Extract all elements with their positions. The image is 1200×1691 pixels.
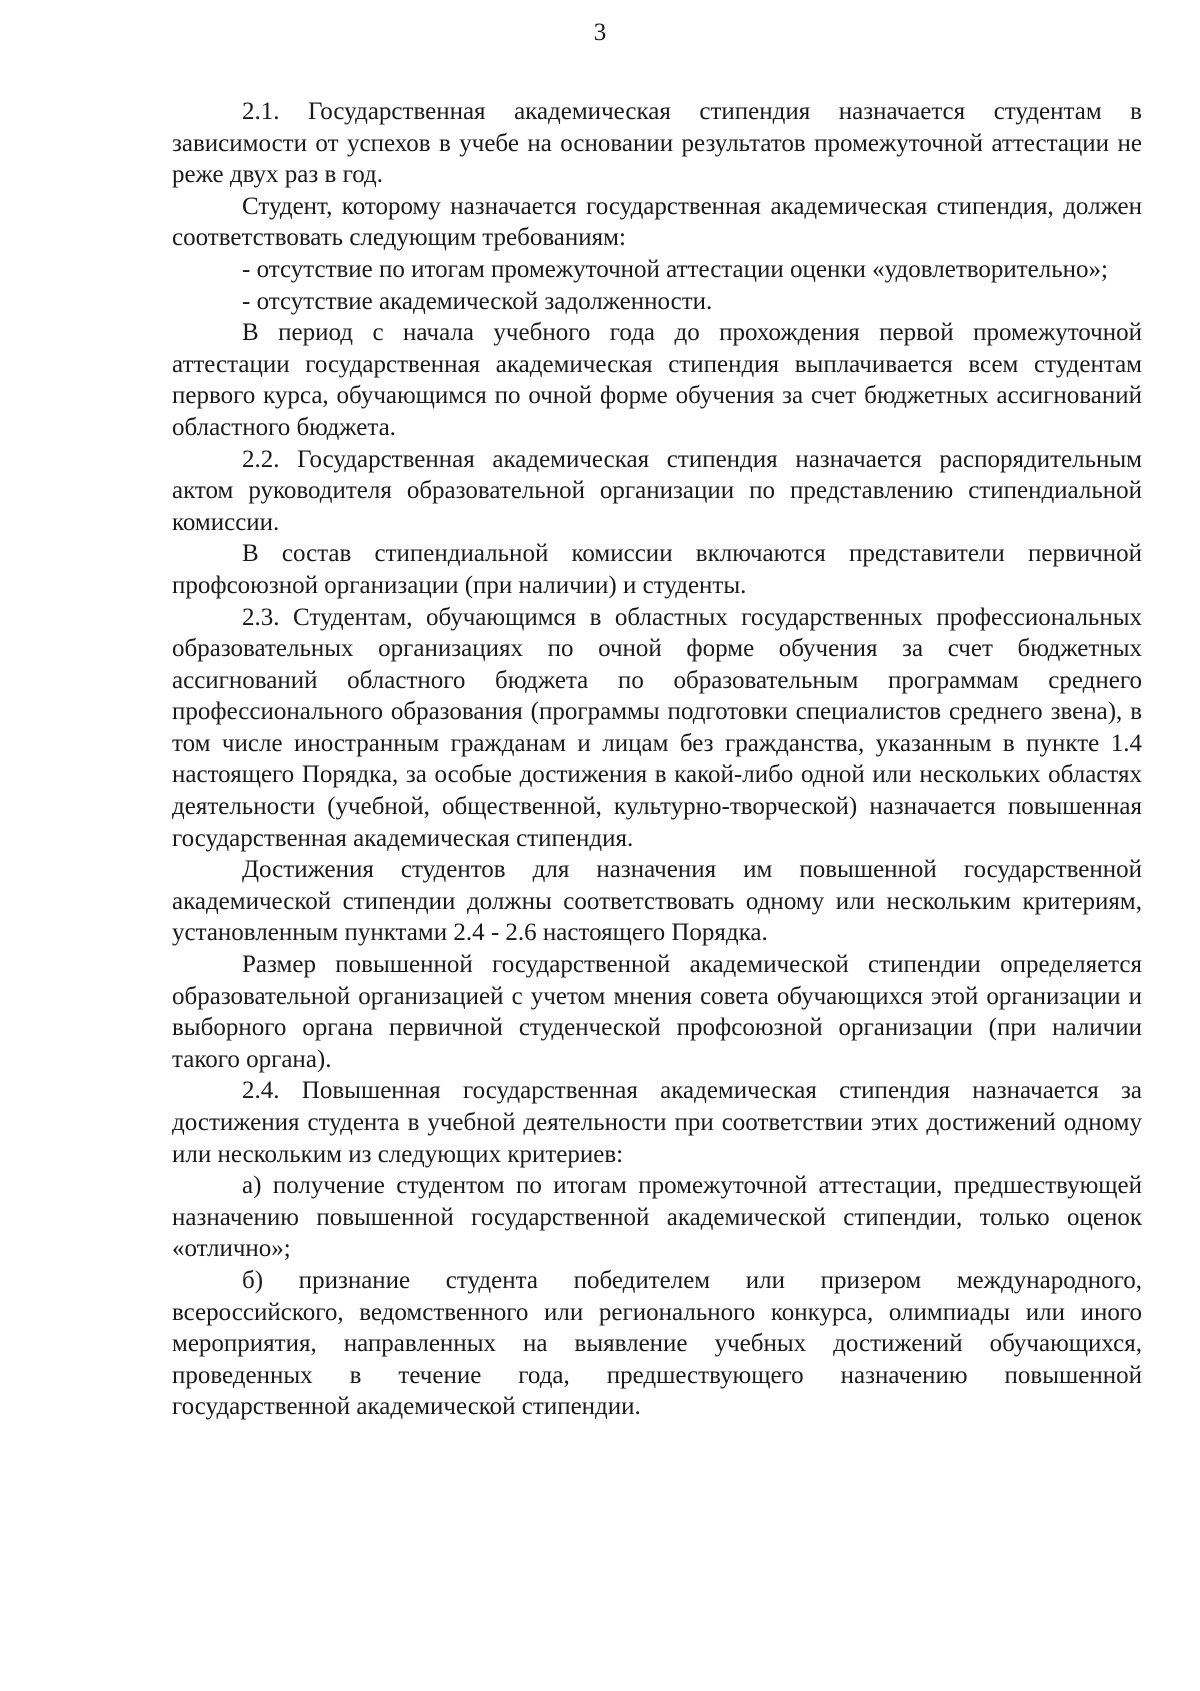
paragraph-2-4: 2.4. Повышенная государственная академическая стипендия назначается за достижения студента в учебной деятельности при соответствии этих достижений одному или нескольким из следующих критериев: — [172, 1077, 1142, 1168]
list-item-no-satisfactory-grades: - отсутствие по итогам промежуточной аттестации оценки «удовлетворительно»; — [242, 255, 1108, 283]
page-number: 3 — [593, 19, 607, 46]
paragraph-commission-composition: В состав стипендиальной комиссии включаются представители первичной профсоюзной организации (при наличии) и студенты. — [172, 540, 1142, 599]
list-item-b-competition-winner: б) признание студента победителем или призером международного, всероссийского, ведомственного или регионального конкурса, олимпиады или иного мероприятия, направленных на выявление учебных достижений обучающихся, проведенных в течение года, предшествующего назначению повышенной государственной академической стипендии. — [172, 1266, 1142, 1421]
paragraph-achievement-criteria: Достижения студентов для назначения им повышенной государственной академической стипендии должны соответствовать одному или нескольким критериям, установленным пунктами 2.4 - 2.6 настоящего Порядка. — [172, 856, 1142, 947]
paragraph-first-year-period: В период с начала учебного года до прохождения первой промежуточной аттестации государственная академическая стипендия выплачивается всем студентам первого курса, обучающимся по очной форме обучения за счет бюджетных ассигнований областного бюджета. — [172, 319, 1142, 441]
paragraph-2-3: 2.3. Студентам, обучающимся в областных государственных профессиональных образовательных организациях по очной форме обучения за счет бюджетных ассигнований областного бюджета по образовательным программам среднего профессионального образования (программы подготовки специалистов среднего звена), в том числе иностранным гражданам и лицам без гражданства, указанным в пункте 1.4 настоящего Порядка, за особые достижения в какой-либо одной или нескольких областях деятельности (учебной, общественной, культурно-творческой) назначается повышенная государственная академическая стипендия. — [172, 603, 1142, 852]
list-item-no-academic-debt: - отсутствие академической задолженности. — [242, 287, 713, 315]
paragraph-increased-stipend-size: Размер повышенной государственной академической стипендии определяется образовательной организацией с учетом мнения совета обучающихся этой организации и выборного органа первичной студенческой профсоюзной организации (при наличии такого органа). — [172, 951, 1142, 1073]
list-item-a-excellent-grades: а) получение студентом по итогам промежуточной аттестации, предшествующей назначению повышенной государственной академической стипендии, только оценок «отлично»; — [172, 1172, 1142, 1263]
paragraph-2-1: 2.1. Государственная академическая стипендия назначается студентам в зависимости от успехов в учебе на основании результатов промежуточной аттестации не реже двух раз в год. — [172, 98, 1142, 189]
paragraph-2-2: 2.2. Государственная академическая стипендия назначается распорядительным актом руководителя образовательной организации по представлению стипендиальной комиссии. — [172, 445, 1142, 536]
document-body — [172, 96, 1142, 1423]
paragraph-student-requirements: Студент, которому назначается государственная академическая стипендия, должен соответствовать следующим требованиям: — [172, 192, 1142, 252]
